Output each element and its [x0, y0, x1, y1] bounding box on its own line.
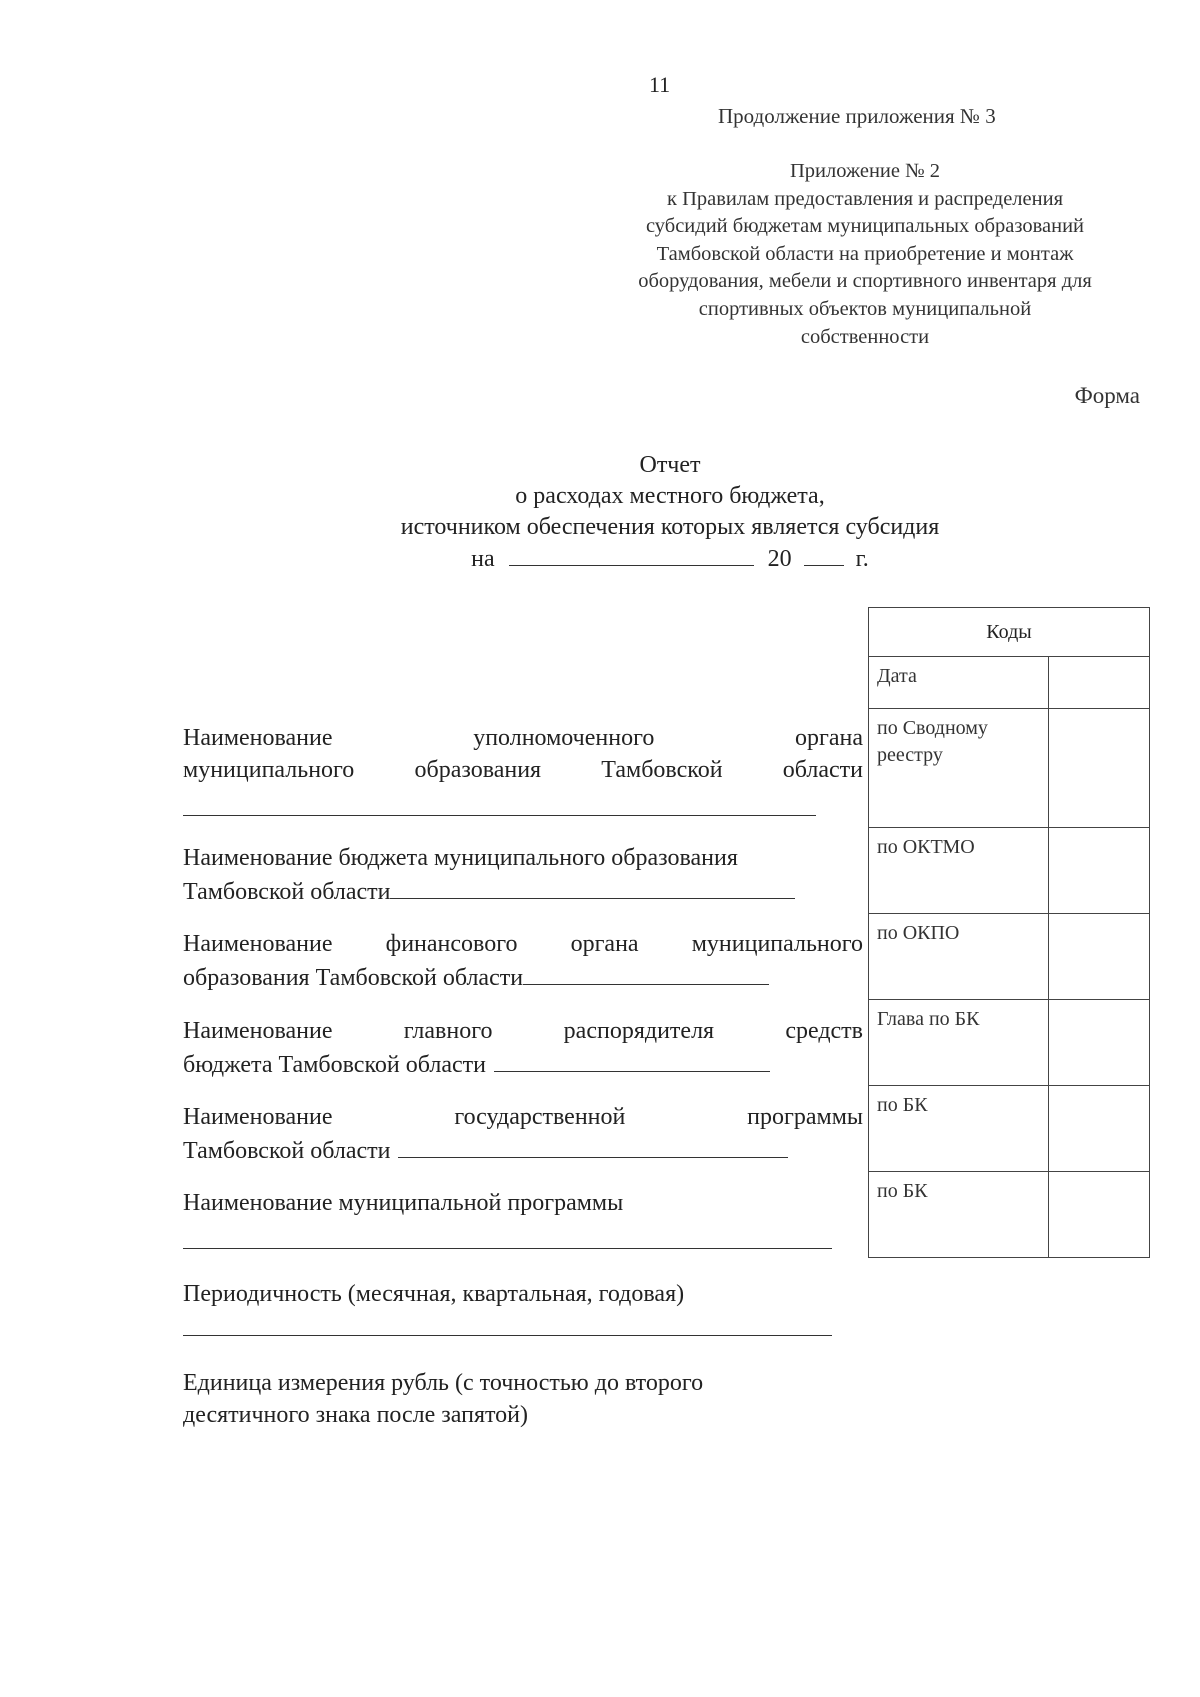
date-suffix: г. — [855, 546, 869, 572]
year-field[interactable] — [804, 543, 844, 566]
periodicity-label: Периодичность (месячная, квартальная, годовая) — [183, 1281, 685, 1307]
date-prefix: на — [471, 546, 495, 572]
municipal-program-field — [183, 1187, 863, 1219]
appendix-line: спортивных объектов муниципальной — [698, 297, 1032, 320]
report-subtitle-1: о расходах местного бюджета, — [515, 483, 825, 509]
code-value-bk-1[interactable] — [1049, 1086, 1150, 1172]
code-label-bk-1: по БК — [869, 1086, 1049, 1172]
finance-body-label-1: Наименование финансового органа муниципального — [183, 931, 863, 957]
budget-label-1: Наименование бюджета муниципального образования — [183, 845, 738, 871]
appendix-block — [585, 158, 1145, 351]
code-value-registry[interactable] — [1049, 709, 1150, 828]
finance-body-field — [183, 928, 863, 994]
code-value-oktmo[interactable] — [1049, 828, 1150, 914]
finance-body-label-2-text: образования Тамбовской области — [183, 965, 524, 991]
code-label-oktmo: по ОКТМО — [869, 828, 1049, 914]
authorized-body-input-line[interactable] — [183, 814, 816, 816]
main-manager-label-2-text: бюджета Тамбовской области — [183, 1052, 486, 1078]
continuation-note: Продолжение приложения № 3 — [718, 104, 996, 128]
code-label-head-bk: Глава по БК — [869, 1000, 1049, 1086]
appendix-line: к Правилам предоставления и распределения — [666, 187, 1064, 210]
appendix-line: собственности — [800, 325, 930, 348]
budget-field — [183, 842, 863, 908]
code-label-registry: по Сводному реестру — [869, 709, 1049, 828]
code-label-okpo: по ОКПО — [869, 914, 1049, 1000]
code-value-head-bk[interactable] — [1049, 1000, 1150, 1086]
report-subtitle-2: источником обеспечения которых является субсидия — [400, 514, 940, 540]
authorized-body-label-2: муниципального образования Тамбовской области — [183, 757, 863, 783]
report-title: Отчет — [639, 452, 701, 478]
budget-label-2 — [183, 874, 863, 908]
report-title-block — [300, 450, 1040, 575]
appendix-line: Приложение № 2 — [789, 160, 941, 182]
date-year: 20 — [767, 546, 792, 572]
code-value-okpo[interactable] — [1049, 914, 1150, 1000]
code-label-bk-2: по БК — [869, 1172, 1049, 1258]
unit-field — [183, 1367, 863, 1431]
unit-label-1: Единица измерения рубль (с точностью до второго — [183, 1370, 704, 1396]
appendix-line: субсидий бюджетам муниципальных образований — [645, 215, 1085, 238]
appendix-line: Тамбовской области на приобретение и монтаж — [656, 242, 1074, 265]
state-program-label-2-text: Тамбовской области — [183, 1138, 391, 1164]
periodicity-input-line[interactable] — [183, 1334, 832, 1336]
state-program-label-2 — [183, 1133, 863, 1167]
page-number: 11 — [649, 72, 671, 97]
main-manager-label-2 — [183, 1047, 863, 1081]
unit-label-2: десятичного знака после запятой) — [183, 1402, 528, 1428]
authorized-body-field — [183, 722, 863, 786]
date-field[interactable] — [509, 543, 754, 566]
budget-input-line[interactable] — [390, 874, 795, 899]
codes-header: Коды — [869, 608, 1150, 657]
finance-body-input-line[interactable] — [523, 960, 769, 985]
municipal-program-label: Наименование муниципальной программы — [183, 1190, 624, 1216]
main-manager-label-1: Наименование главного распорядителя средств — [183, 1018, 863, 1044]
state-program-input-line[interactable] — [398, 1133, 788, 1158]
main-manager-input-line[interactable] — [494, 1047, 770, 1072]
periodicity-field — [183, 1278, 863, 1310]
code-label-date: Дата — [869, 657, 1049, 709]
code-value-date[interactable] — [1049, 657, 1150, 709]
form-label: Форма — [1074, 383, 1140, 408]
code-value-bk-2[interactable] — [1049, 1172, 1150, 1258]
report-date-line — [300, 543, 1040, 575]
appendix-line: оборудования, мебели и спортивного инвентаря для — [638, 270, 1092, 293]
state-program-label-1: Наименование государственной программы — [183, 1104, 863, 1130]
finance-body-label-2 — [183, 960, 863, 994]
budget-label-2-text: Тамбовской области — [183, 879, 391, 905]
main-manager-field — [183, 1015, 863, 1081]
codes-table — [868, 607, 1150, 1258]
state-program-field — [183, 1101, 863, 1167]
authorized-body-label-1: Наименование уполномоченного органа — [183, 725, 863, 751]
municipal-program-input-line[interactable] — [183, 1247, 832, 1249]
